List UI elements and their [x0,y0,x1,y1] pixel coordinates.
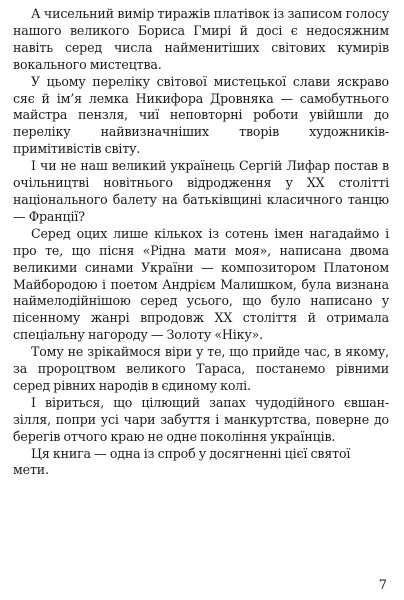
paragraph-record-sales: А чисельний вимір тиражів платівок із записом голосу нашого великого Бориса Гмирі й досі є недосяжним навіть серед числа найменитіших світових кумирів вокального мистецтва. [13,6,389,72]
paragraph-yevshan: І віриться, що цілющий запах чудодійного євшан-зілля, попри усі чари забуття і манкуртства, поверне до берегів отчого краю не одне покоління українців. [13,394,389,444]
paragraph-drovniak: У цьому переліку світової мистецької слави яскраво сяє й ім’я лемка Никифора Дровняка — самобутнього майстра пензля, чиї неповторні роботи увійшли до переліку найвизначніших творів художників-примітивістів світу. [13,73,389,157]
paragraph-faith: Тому не зрікаймося віри у те, що прийде час, в якому, за пророцтвом великого Тараса, постанемо рівними серед рівних народів в єдиному колі. [13,344,389,393]
paragraph-ridna-maty: Серед оцих лише кількох із сотень імен нагадаймо і про те, що пісня «Рідна мати моя», написана двома великими синами України — композитором Платоном Майбородою і поетом Андрієм Малишком, була визнана наймелодійнішою серед усього, що було написано у пісенному жанрі впродовж ХХ століття й отримала спеціальну нагороду — Золоту «Ніку». [13,225,389,343]
paragraph-lifar: І чи не наш великий українець Сергій Лифар постав в очільництві новітнього відродження у ХХ столітті національного балету на батьківщині класичного танцю — Франції? [13,158,389,224]
body-text [13,6,389,479]
page-number: 7 [378,578,387,593]
paragraph-book-goal: Ця книга — одна із спроб у досягненні цієї святої мети. [13,445,351,478]
